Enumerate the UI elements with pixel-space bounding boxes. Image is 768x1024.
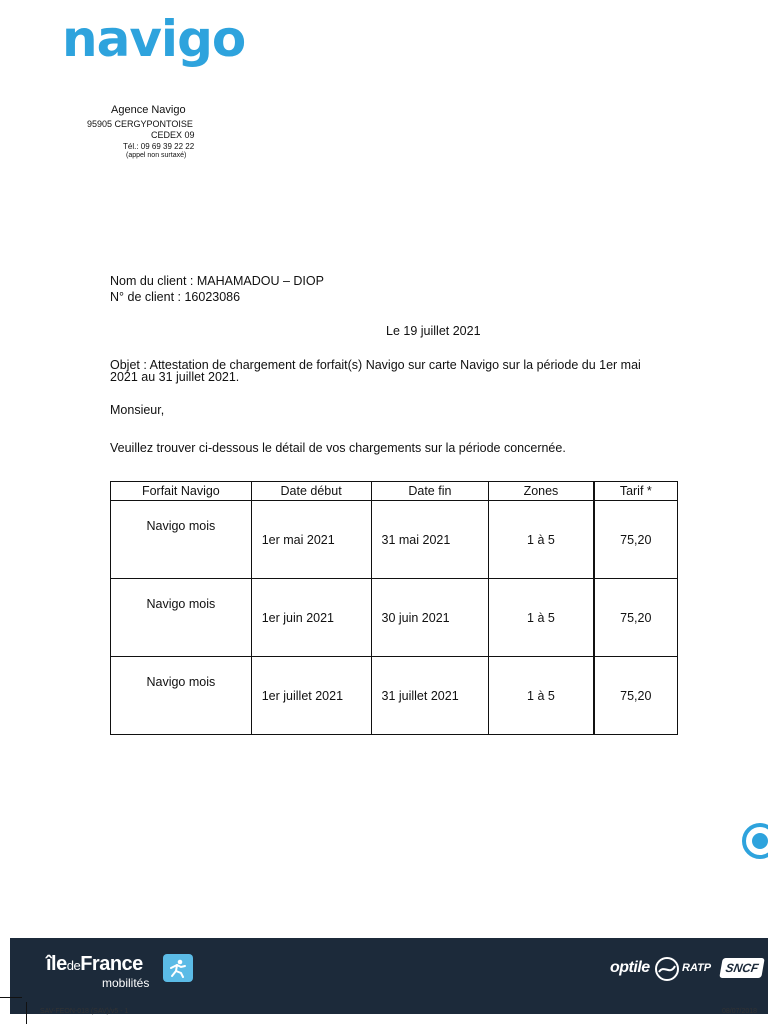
- table-row: [111, 657, 678, 735]
- cell-tarif: 75,20: [594, 501, 678, 579]
- letter-salutation: Monsieur,: [110, 403, 165, 417]
- header-date-debut: Date début: [251, 482, 371, 501]
- cell-date-fin: 30 juin 2021: [371, 579, 489, 657]
- idf-runner-icon: [163, 954, 193, 982]
- cell-forfait: Navigo mois: [111, 657, 252, 735]
- cell-date-debut: 1er juin 2021: [251, 579, 371, 657]
- document-version-date: 08/07/2018: [722, 1008, 758, 1015]
- idf-text-mobilites: mobilités: [102, 976, 150, 990]
- letter-subject-line2: 2021 au 31 juillet 2021.: [110, 370, 240, 384]
- sncf-logo: SNCF: [724, 961, 760, 975]
- letter-intro: Veuillez trouver ci-dessous le détail de vos chargements sur la période concernée.: [110, 441, 566, 455]
- agency-address: 95905 CERGYPONTOISE: [87, 119, 193, 129]
- ratp-logo-icon: [654, 956, 680, 987]
- letter-date: Le 19 juillet 2021: [386, 324, 481, 338]
- cell-zones: 1 à 5: [489, 501, 594, 579]
- agency-phone-note: (appel non surtaxé): [126, 152, 187, 159]
- cell-zones: 1 à 5: [489, 657, 594, 735]
- footer-band: [10, 938, 768, 1014]
- crop-mark-vertical: [26, 1002, 27, 1024]
- cell-date-debut: 1er mai 2021: [251, 501, 371, 579]
- agency-name: Agence Navigo: [111, 104, 186, 116]
- idf-text-france: France: [80, 953, 143, 975]
- cell-forfait: Navigo mois: [111, 579, 252, 657]
- charges-table: [110, 481, 678, 735]
- agency-phone: Tél.: 09 69 39 22 22: [123, 142, 195, 151]
- ratp-logo: RATP: [682, 962, 712, 974]
- agency-cedex: CEDEX 09: [151, 130, 195, 140]
- header-tarif: Tarif *: [594, 482, 678, 501]
- navigo-logo-text: navigo: [62, 10, 246, 68]
- navigo-logo: [62, 10, 246, 68]
- cell-forfait: Navigo mois: [111, 501, 252, 579]
- cell-date-fin: 31 juillet 2021: [371, 657, 489, 735]
- crop-mark-horizontal: [0, 997, 22, 998]
- table-row: [111, 579, 678, 657]
- cell-date-fin: 31 mai 2021: [371, 501, 489, 579]
- table-row: [111, 501, 678, 579]
- header-zones: Zones: [489, 482, 594, 501]
- cell-tarif: 75,20: [594, 579, 678, 657]
- client-name: Nom du client : MAHAMADOU – DIOP: [110, 274, 324, 288]
- document-reference: SAV-FEON-018 (SAV)/v5 - 1: [40, 1008, 129, 1015]
- header-forfait: Forfait Navigo: [111, 482, 252, 501]
- idf-mobilites-logo: [46, 953, 149, 990]
- header-date-fin: Date fin: [371, 482, 489, 501]
- idf-text-ile: île: [46, 953, 67, 975]
- idf-text-de: de: [66, 958, 81, 973]
- letter-subject-line1: Objet : Attestation de chargement de forfait(s) Navigo sur carte Navigo sur la période du 1er mai: [110, 358, 641, 372]
- cell-tarif: 75,20: [594, 657, 678, 735]
- cell-zones: 1 à 5: [489, 579, 594, 657]
- cell-date-debut: 1er juillet 2021: [251, 657, 371, 735]
- table-header-row: [111, 482, 678, 501]
- client-number: N° de client : 16023086: [110, 290, 241, 304]
- optile-logo: optile: [610, 959, 650, 976]
- accessibility-emblem-icon: [740, 822, 768, 860]
- sncf-logo-box: [719, 958, 765, 978]
